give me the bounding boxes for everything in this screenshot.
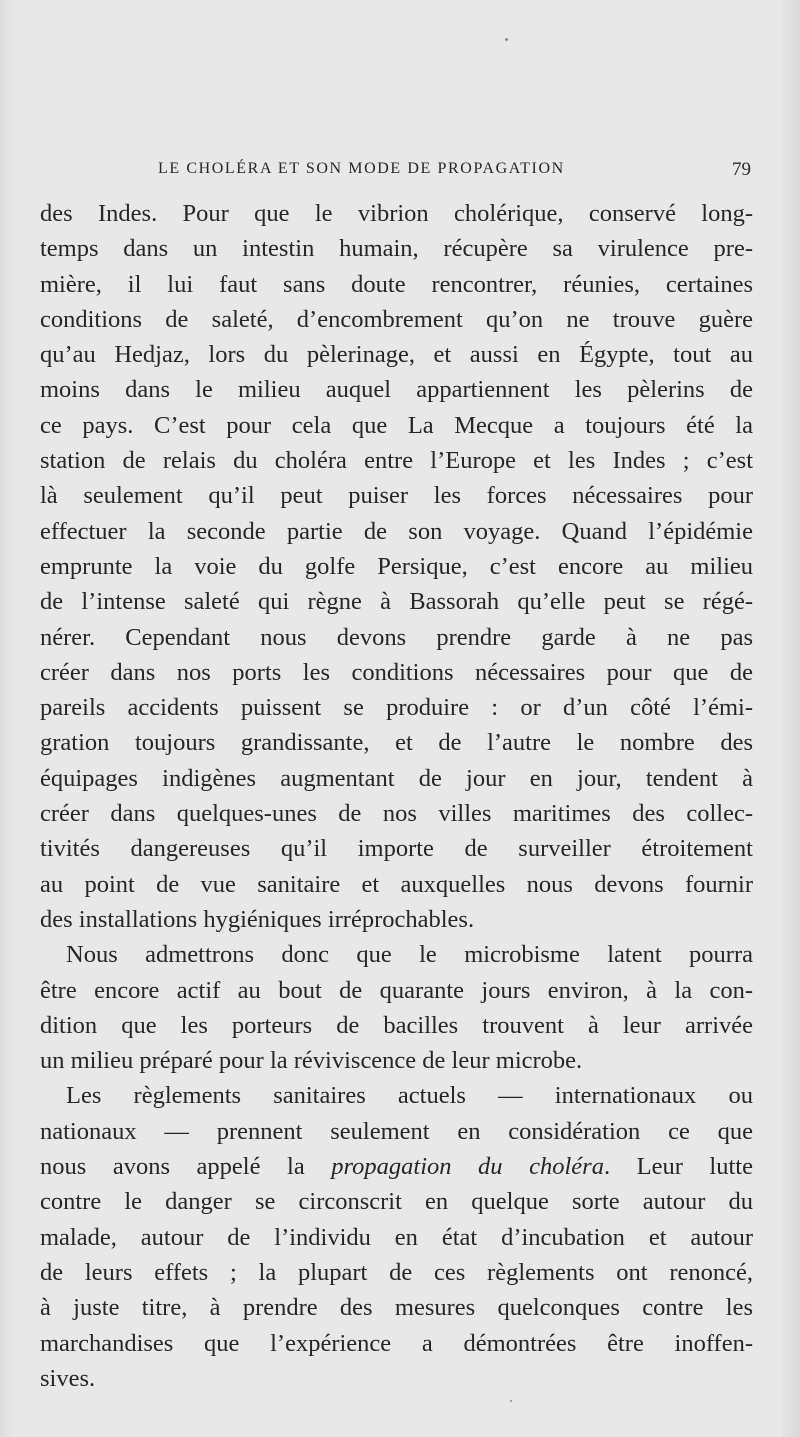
text-line: là seulement qu’il peut puiser les forces nécessaires pour xyxy=(40,482,753,510)
text-line: moins dans le milieu auquel appartiennent les pèlerins de xyxy=(40,376,753,404)
page-number: 79 xyxy=(732,159,751,180)
running-head xyxy=(40,160,753,184)
text-line: être encore actif au bout de quarante jours environ, à la con- xyxy=(40,976,753,1004)
text-line: gration toujours grandissante, et de l’autre le nombre des xyxy=(40,729,753,757)
text-line: des installations hygiéniques irréprochables. xyxy=(40,905,475,933)
text-line: mière, il lui faut sans doute rencontrer, réunies, certaines xyxy=(40,270,753,298)
text-line: des Indes. Pour que le vibrion cholérique, conservé long- xyxy=(40,200,753,227)
text-line: malade, autour de l’individu en état d’incubation et autour xyxy=(40,1223,753,1251)
text-line: créer dans nos ports les conditions nécessaires pour que de xyxy=(40,658,753,686)
text-line: au point de vue sanitaire et auxquelles nous devons fournir xyxy=(40,870,753,898)
text-line: conditions de saleté, d’encombrement qu’on ne trouve guère xyxy=(40,305,753,333)
text-line: à juste titre, à prendre des mesures quelconques contre les xyxy=(40,1294,753,1322)
text-line: pareils accidents puissent se produire : or d’un côté l’émi- xyxy=(40,694,753,722)
text-line: contre le danger se circonscrit en quelque sorte autour du xyxy=(40,1188,753,1216)
text-line: ce pays. C’est pour cela que La Mecque a toujours été la xyxy=(40,411,753,439)
paper-speck xyxy=(510,1400,512,1402)
text-line: équipages indigènes augmentant de jour en jour, tendent à xyxy=(40,764,753,792)
italic-phrase: propagation du choléra xyxy=(331,1153,604,1181)
text-line: nérer. Cependant nous devons prendre garde à ne pas xyxy=(40,623,753,651)
text-line: marchandises que l’expérience a démontrées être inoffen- xyxy=(40,1329,753,1357)
running-head-title: LE CHOLÉRA ET SON MODE DE PROPAGATION xyxy=(158,160,565,177)
text-line: de leurs effets ; la plupart de ces règlements ont renoncé, xyxy=(40,1258,753,1286)
text-line: effectuer la seconde partie de son voyage. Quand l’épidémie xyxy=(40,517,753,545)
text-line: emprunte la voie du golfe Persique, c’est encore au milieu xyxy=(40,552,753,580)
body-text xyxy=(40,196,753,1396)
text-line: station de relais du choléra entre l’Europe et les Indes ; c’est xyxy=(40,447,753,475)
line-text-end: . Leur lutte xyxy=(603,1153,753,1181)
text-line: qu’au Hedjaz, lors du pèlerinage, et aussi en Égypte, tout au xyxy=(40,341,753,369)
line-text-start: nous avons appelé la xyxy=(40,1153,332,1181)
text-line-with-italic xyxy=(40,1149,753,1184)
text-line: un milieu préparé pour la réviviscence de leur microbe. xyxy=(40,1047,583,1075)
paragraph-start-line: Nous admettrons donc que le microbisme latent pourra xyxy=(66,941,753,969)
text-line: dition que les porteurs de bacilles trouvent à leur arrivée xyxy=(40,1011,753,1039)
text-line: nationaux — prennent seulement en considération ce que xyxy=(40,1117,753,1145)
paragraph-start-line: Les règlements sanitaires actuels — internationaux ou xyxy=(66,1082,753,1110)
paper-speck xyxy=(505,38,508,41)
text-line: temps dans un intestin humain, récupère sa virulence pre- xyxy=(40,235,753,263)
text-line: tivités dangereuses qu’il importe de surveiller étroitement xyxy=(40,835,753,863)
text-line: créer dans quelques-unes de nos villes maritimes des collec- xyxy=(40,800,753,828)
text-line: de l’intense saleté qui règne à Bassorah qu’elle peut se régé- xyxy=(40,588,753,616)
text-line: sives. xyxy=(40,1364,96,1392)
